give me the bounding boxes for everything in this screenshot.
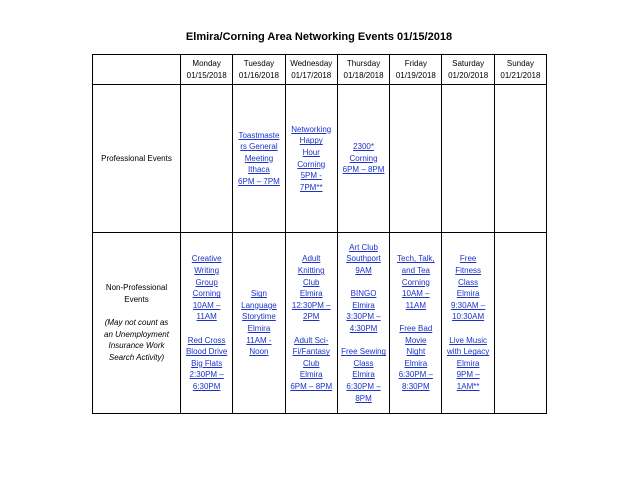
text-line: 2:30PM – [189, 370, 224, 380]
text-line: Hour [302, 147, 320, 157]
text-line: 2PM [303, 312, 320, 322]
day-header: Saturday 01/20/2018 [442, 55, 494, 85]
event-link-sign-language-storytime[interactable] [235, 288, 282, 358]
text-line: Corning [349, 153, 378, 163]
text-line: Free Bad [399, 324, 433, 333]
event-link-adult-knitting-club[interactable] [288, 253, 335, 323]
text-line: Sign [250, 289, 267, 299]
event-link-adult-scifi-fantasy-club[interactable] [288, 335, 335, 393]
text-line: 8PM [355, 393, 372, 403]
saturday-non-professional-cell [442, 233, 494, 414]
event-link-bingo[interactable] [340, 288, 387, 334]
text-line: 11AM [196, 312, 217, 322]
text-line: 2300* [353, 142, 374, 152]
text-line: Insurance Work [108, 341, 165, 351]
text-line: Meeting [244, 153, 274, 163]
text-line: with Legacy [447, 347, 490, 357]
text-line: Free [459, 254, 477, 264]
header-row [93, 55, 547, 85]
event-link-art-club[interactable] [340, 242, 387, 277]
text-line: Creative [191, 254, 222, 264]
day-header: Tuesday 01/16/2018 [233, 55, 285, 85]
text-line: 9PM – [456, 370, 480, 380]
text-line: Writing [194, 266, 220, 276]
text-line: Noon [249, 347, 269, 357]
day-header: Friday 01/19/2018 [390, 55, 442, 85]
day-header: Monday 01/15/2018 [181, 55, 233, 85]
text-line: 10:30AM [452, 312, 485, 322]
event-link-2300[interactable] [340, 141, 387, 176]
text-line: Southport [346, 254, 381, 264]
text-line: 10AM – [402, 289, 430, 299]
sunday-non-professional-cell [494, 233, 546, 414]
text-line: Fitness [455, 266, 482, 276]
text-line: Corning [297, 159, 326, 169]
event-link-free-bad-movie-night[interactable] [392, 323, 439, 393]
row-label-non-professional [93, 233, 181, 414]
text-line: an Unemployment [104, 329, 169, 339]
day-header: Thursday 01/18/2018 [337, 55, 389, 85]
professional-events-row [93, 85, 547, 233]
text-line: Class [353, 358, 374, 368]
text-line: 12:30PM – [291, 300, 331, 310]
monday-non-professional-cell [181, 233, 233, 414]
text-line: Adult [302, 254, 321, 264]
text-line: Club [303, 358, 320, 368]
text-line: Art Club [349, 242, 378, 252]
events-calendar-table [92, 54, 547, 414]
text-line: Elmira [404, 358, 428, 368]
day-header: Sunday 01/21/2018 [494, 55, 546, 85]
text-line: Elmira [299, 370, 323, 380]
event-link-networking-happy-hour[interactable] [288, 124, 335, 194]
text-line: Corning [192, 289, 221, 299]
text-line: Fi/Fantasy [292, 347, 330, 357]
text-line: 6PM – 8PM [290, 381, 333, 391]
text-line: Ithaca [248, 165, 270, 175]
text-line: 11AM [405, 300, 426, 310]
thursday-professional-cell [337, 85, 389, 233]
text-line: 5PM - [300, 171, 322, 181]
text-line: Night [406, 347, 426, 357]
non-professional-events-row [93, 233, 547, 414]
event-link-toastmasters[interactable] [235, 130, 282, 188]
monday-professional-cell [181, 85, 233, 233]
text-line: Networking [291, 124, 332, 134]
text-line: Tech, Talk, [397, 254, 435, 264]
text-line: Big Flats [191, 358, 223, 368]
corner-cell [93, 55, 181, 85]
thursday-non-professional-cell [337, 233, 389, 414]
text-line: Non-Professional [105, 283, 168, 293]
unemployment-note [95, 317, 178, 363]
text-line: Search Activity) [108, 352, 165, 362]
text-line: 9:30AM – [451, 300, 486, 310]
text-line: Events [124, 295, 149, 305]
event-link-tech-talk-and-tea[interactable] [392, 253, 439, 311]
saturday-professional-cell [442, 85, 494, 233]
text-line: 6:30PM [192, 381, 221, 391]
text-line: Elmira [247, 324, 271, 333]
text-line: Blood Drive [185, 347, 228, 357]
text-line: Corning [401, 277, 430, 287]
text-line: 6:30PM – [346, 381, 381, 391]
text-line: Language [241, 300, 277, 310]
event-link-free-sewing-class[interactable] [340, 346, 387, 404]
text-line: 6PM – 8PM [342, 165, 385, 175]
text-line: 9AM [355, 266, 372, 276]
text-line: Class [458, 277, 479, 287]
text-line: Elmira [352, 370, 375, 380]
friday-professional-cell [390, 85, 442, 233]
text-line: and Tea [401, 266, 430, 276]
text-line: Toastmaste [238, 130, 280, 140]
text-line: Elmira [456, 358, 480, 368]
text-line: 10AM – [192, 300, 221, 310]
document-title: Elmira/Corning Area Networking Events 01/15/2018 [185, 31, 453, 43]
event-link-free-fitness-class[interactable] [444, 253, 491, 323]
wednesday-professional-cell [285, 85, 337, 233]
text-line: 11AM - [246, 335, 272, 345]
text-line: Elmira [456, 289, 480, 299]
text-line: 1AM** [456, 381, 480, 391]
wednesday-non-professional-cell [285, 233, 337, 414]
event-link-live-music-with-legacy[interactable] [444, 335, 491, 393]
text-line: 3:30PM – [346, 312, 381, 322]
text-line: Storytime [242, 312, 276, 322]
text-line: 6PM – 7PM [238, 176, 280, 186]
text-line: Live Music [449, 335, 488, 345]
non-professional-label [95, 282, 178, 305]
text-line: Free Sewing [341, 347, 386, 357]
text-line: 7PM** [299, 182, 323, 192]
text-line: Elmira [299, 289, 323, 299]
text-line: (May not count as [104, 318, 169, 328]
sunday-professional-cell [494, 85, 546, 233]
text-line: rs General [240, 142, 278, 152]
text-line: Group [195, 277, 218, 287]
text-line: BINGO [350, 289, 377, 299]
friday-non-professional-cell [390, 233, 442, 414]
text-line: Happy [299, 136, 323, 146]
text-line: Elmira [352, 300, 375, 310]
tuesday-non-professional-cell [233, 233, 285, 414]
text-line: Club [303, 277, 320, 287]
event-link-red-cross-blood-drive[interactable] [183, 335, 230, 393]
text-line: Movie [405, 335, 427, 345]
text-line: Red Cross [187, 335, 226, 345]
text-line: 6:30PM – [398, 370, 433, 380]
text-line: Knitting [297, 266, 325, 276]
event-link-creative-writing-group[interactable] [183, 253, 230, 323]
day-header: Wednesday 01/17/2018 [285, 55, 337, 85]
text-line: 4:30PM [349, 324, 378, 333]
text-line: 8:30PM [402, 381, 430, 391]
tuesday-professional-cell [233, 85, 285, 233]
text-line: Adult Sci- [294, 335, 329, 345]
row-label-professional: Professional Events [93, 85, 181, 233]
